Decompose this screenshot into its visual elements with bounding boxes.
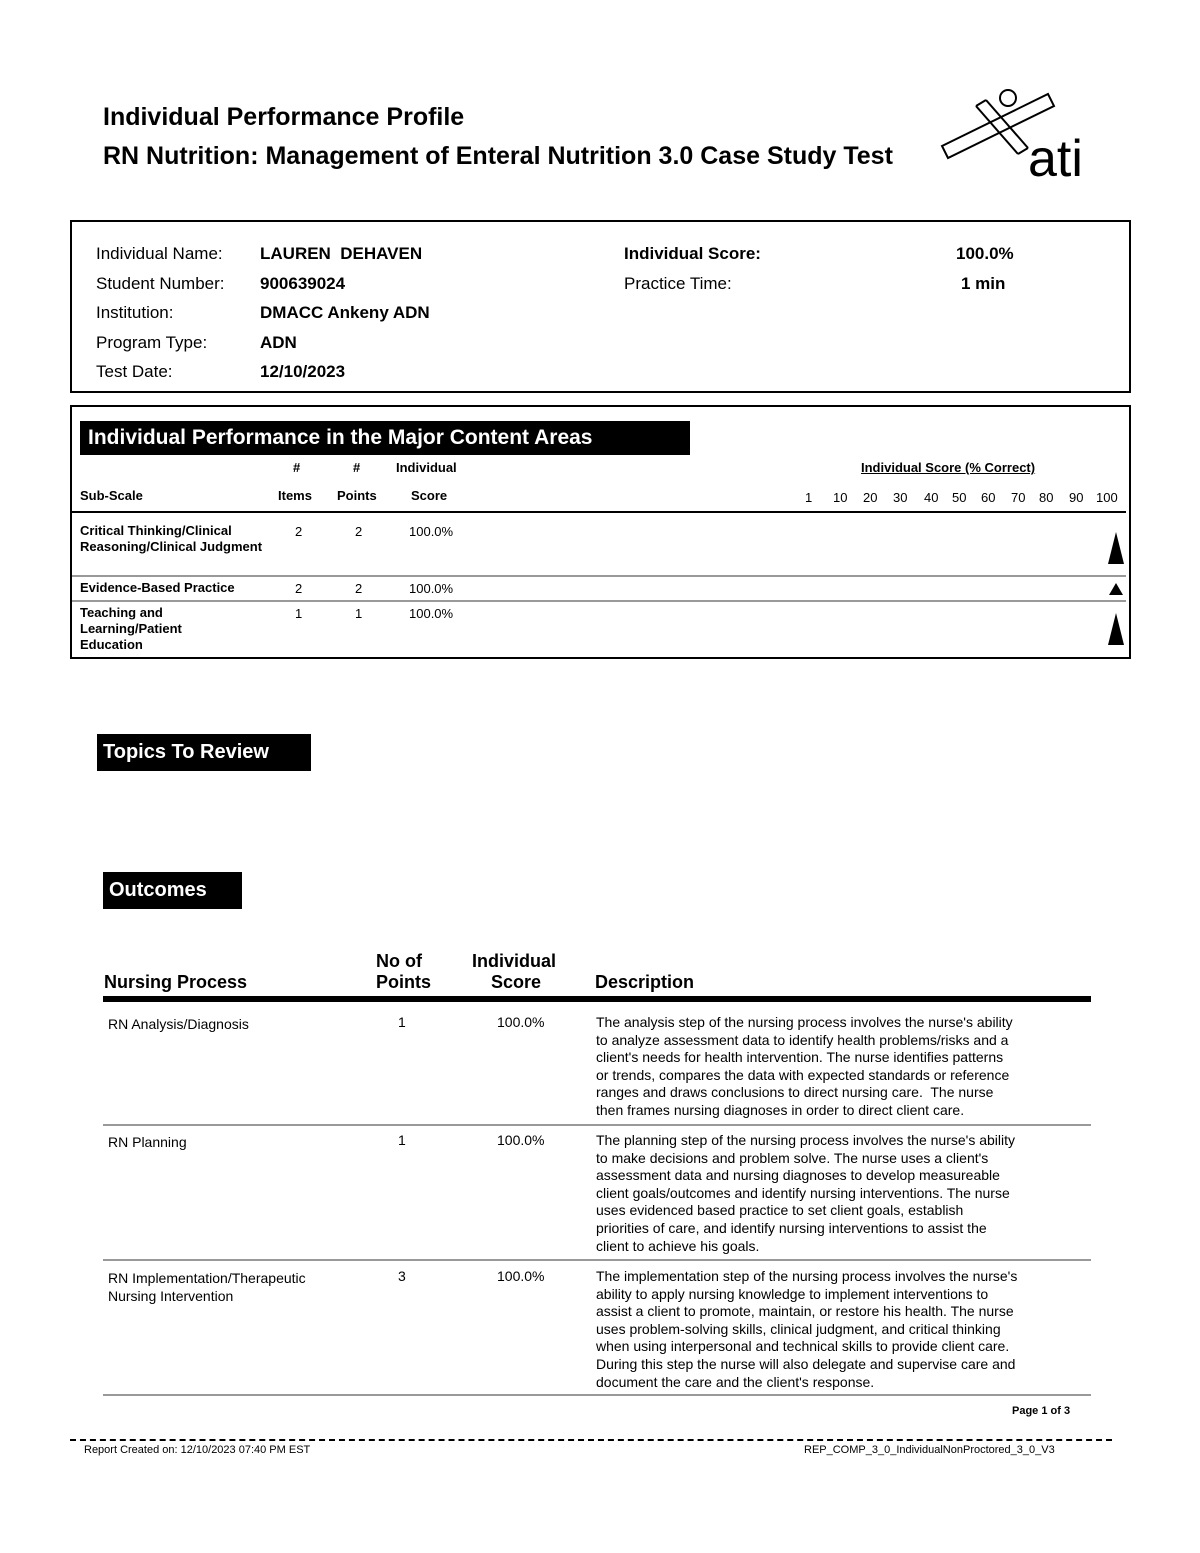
scale-tick-label: 10 xyxy=(833,490,848,505)
program-type-label: Program Type: xyxy=(96,333,208,352)
nursing-process-header: Nursing Process xyxy=(104,972,248,992)
content-areas-banner: Individual Performance in the Major Content Areas xyxy=(80,421,690,455)
program-type-value: ADN xyxy=(260,333,297,352)
description-header: Description xyxy=(595,972,695,992)
report-created: Report Created on: 12/10/2023 07:40 PM EST xyxy=(84,1444,311,1456)
description-line: uses evidenced based practice to set client goals, establish xyxy=(596,1202,964,1219)
description-line: uses problem-solving skills, clinical judgment, and critical thinking xyxy=(596,1320,1001,1337)
score-col-header-2: Score xyxy=(491,972,542,992)
report-id: REP_COMP_3_0_IndividualNonProctored_3_0_V3 xyxy=(804,1444,1055,1456)
outcome-description xyxy=(596,1268,1096,1391)
points-col-header-1: No of xyxy=(376,951,422,971)
score-col-header-1: Individual xyxy=(472,951,557,971)
individual-name-label: Individual Name: xyxy=(96,244,223,263)
subscale-name: Critical Thinking/Clinical Reasoning/Clinical Judgment xyxy=(80,523,263,554)
row-divider xyxy=(103,1259,1091,1261)
subscale-name: Evidence-Based Practice xyxy=(80,580,235,595)
practice-time-label: Practice Time: xyxy=(624,274,732,293)
description-line: client to achieve his goals. xyxy=(596,1237,760,1254)
footer-divider xyxy=(70,1439,1112,1441)
description-line: assist a client to promote, maintain, or restore his health. The nurse xyxy=(596,1303,1014,1320)
description-line: The analysis step of the nursing process involves the nurse's ability xyxy=(596,1014,1013,1030)
outcome-description xyxy=(596,1132,1096,1255)
student-number-label: Student Number: xyxy=(96,274,225,293)
practice-time-value: 1 min xyxy=(961,274,1006,293)
outcome-score: 100.0% xyxy=(497,1014,545,1030)
score-marker-icon xyxy=(1109,583,1123,595)
svg-text:ati: ati xyxy=(1028,130,1083,184)
subscale-score: 100.0% xyxy=(409,606,454,621)
individual-score-label: Individual Score: xyxy=(624,244,761,263)
points-header-top: # xyxy=(353,460,361,475)
outcome-process xyxy=(108,1270,306,1305)
subscale-score: 100.0% xyxy=(409,581,454,596)
outcome-process: RN Analysis/Diagnosis xyxy=(108,1016,249,1032)
outcome-points: 1 xyxy=(398,1014,406,1030)
description-line: assessment data and nursing diagnoses to develop measureable xyxy=(596,1167,1000,1184)
ati-logo xyxy=(936,84,1106,184)
subscale-items: 2 xyxy=(295,524,303,539)
subscale-points: 2 xyxy=(355,524,363,539)
scale-tick-label: 50 xyxy=(952,490,967,505)
subscale-points: 2 xyxy=(355,581,363,596)
row-divider xyxy=(72,600,1126,602)
individual-score-value: 100.0% xyxy=(956,244,1014,263)
page-title: Individual Performance Profile xyxy=(103,103,465,131)
process-line: Nursing Intervention xyxy=(108,1287,234,1304)
description-line: priorities of care, and identify nursing interventions to assist the xyxy=(596,1219,987,1236)
scale-tick-label: 60 xyxy=(981,490,996,505)
score-header-top: Individual xyxy=(396,460,457,475)
scale-tick-label: 1 xyxy=(805,490,813,505)
row-divider xyxy=(72,575,1126,577)
description-line: ability to apply nursing knowledge to implement interventions to xyxy=(596,1285,989,1302)
outcomes-banner: Outcomes xyxy=(103,872,242,909)
subscale-name: Teaching and Learning/Patient Education xyxy=(80,605,182,652)
score-marker-icon xyxy=(1108,532,1124,564)
row-divider xyxy=(103,1124,1091,1126)
topics-to-review-banner: Topics To Review xyxy=(97,734,311,771)
institution-value: DMACC Ankeny ADN xyxy=(260,303,430,322)
points-header: Points xyxy=(337,488,377,503)
table-header-rule xyxy=(72,511,1126,513)
outcome-score: 100.0% xyxy=(497,1132,545,1148)
description-line: The planning step of the nursing process involves the nurse's ability xyxy=(596,1132,1016,1148)
scale-tick-label: 30 xyxy=(893,490,908,505)
outcome-points: 1 xyxy=(398,1132,406,1148)
description-line: or trends, compares the data with expected standards or reference xyxy=(596,1066,1010,1083)
test-name: RN Nutrition: Management of Enteral Nutrition 3.0 Case Study Test xyxy=(103,142,893,170)
subscale-items: 2 xyxy=(295,581,303,596)
outcome-score: 100.0% xyxy=(497,1268,545,1284)
description-line: when using interpersonal and technical skills to provide client care. xyxy=(596,1338,1010,1355)
outcome-description xyxy=(596,1014,1096,1120)
items-header: Items xyxy=(278,488,312,503)
subscale-points: 1 xyxy=(355,606,363,621)
items-header-top: # xyxy=(293,460,301,475)
institution-label: Institution: xyxy=(96,303,174,322)
points-col-header-2: Points xyxy=(376,972,432,992)
description-line: client goals/outcomes and identify nursing interventions. The nurse xyxy=(596,1184,1010,1201)
description-line: The implementation step of the nursing process involves the nurse's xyxy=(596,1268,1018,1284)
outcomes-header-rule xyxy=(103,996,1091,1002)
individual-name-value: LAUREN DEHAVEN xyxy=(260,244,423,263)
process-line: RN Implementation/Therapeutic xyxy=(108,1270,306,1286)
description-line: During this step the nurse will also delegate and supervise care and xyxy=(596,1355,1016,1372)
description-line: document the care and the client's response. xyxy=(596,1373,875,1390)
subscale-header: Sub-Scale xyxy=(80,488,143,503)
description-line: ranges and draws conclusions to direct nursing care. The nurse xyxy=(596,1084,994,1101)
test-date-value: 12/10/2023 xyxy=(260,362,346,381)
description-line: then frames nursing diagnoses in order to direct client care. xyxy=(596,1101,965,1118)
scale-tick-label: 70 xyxy=(1011,490,1026,505)
subscale-score: 100.0% xyxy=(409,524,454,539)
description-line: to analyze assessment data to identify health problems/risks and a xyxy=(596,1031,1009,1048)
outcome-points: 3 xyxy=(398,1268,406,1284)
outcome-process: RN Planning xyxy=(108,1134,187,1150)
score-header: Score xyxy=(411,488,448,503)
page-number: Page 1 of 3 xyxy=(1012,1405,1071,1417)
scale-tick-label: 20 xyxy=(863,490,878,505)
description-line: client's needs for health intervention. The nurse identifies patterns xyxy=(596,1049,1004,1066)
scale-tick-label: 80 xyxy=(1039,490,1054,505)
description-line: to make decisions and problem solve. The nurse uses a client's xyxy=(596,1149,989,1166)
row-divider xyxy=(103,1394,1091,1396)
scale-tick-label: 90 xyxy=(1069,490,1084,505)
scale-tick-label: 100 xyxy=(1096,490,1118,505)
student-number-value: 900639024 xyxy=(260,274,346,293)
score-chart-title: Individual Score (% Correct) xyxy=(861,460,1036,475)
subscale-items: 1 xyxy=(295,606,303,621)
test-date-label: Test Date: xyxy=(96,362,173,381)
score-marker-icon xyxy=(1108,613,1124,645)
scale-tick-label: 40 xyxy=(924,490,939,505)
